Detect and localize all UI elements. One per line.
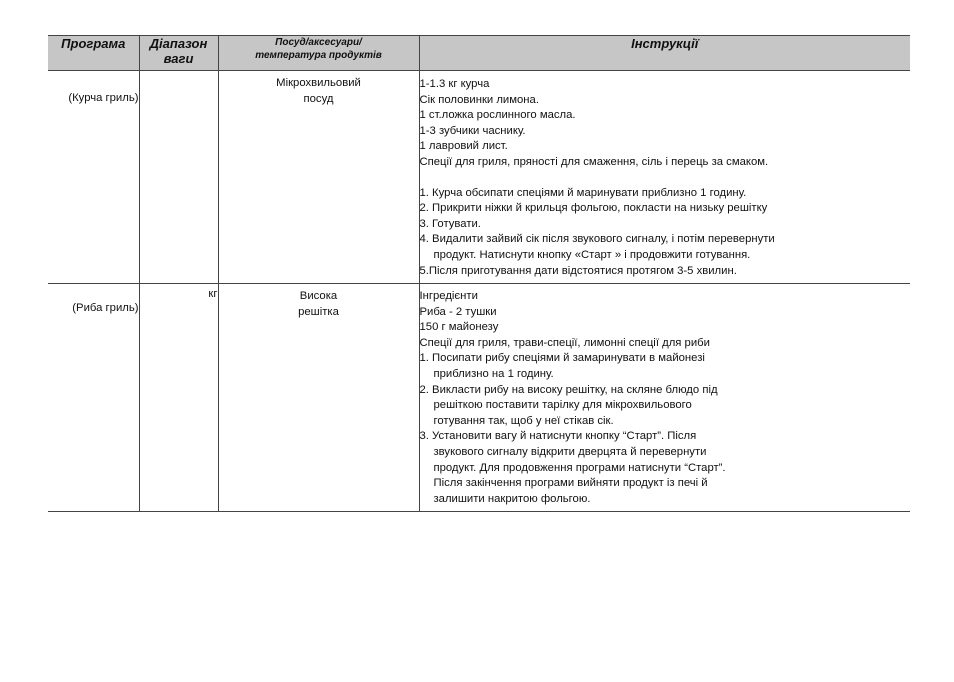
instruction-line: 1. Курча обсипати спеціями й маринувати приблизно 1 годину. — [419, 186, 747, 199]
instruction-line: Інгредієнти — [419, 290, 478, 302]
weight-cell — [139, 284, 218, 512]
instruction-line: 3. Готувати. — [419, 217, 481, 230]
header-dish-line2: температура продуктів — [255, 50, 382, 61]
instruction-line: 2. Викласти рибу на високу решітку, на скляне блюдо під — [419, 383, 718, 396]
table-row-fish-grill — [48, 284, 910, 512]
program-cell — [48, 284, 139, 512]
table-header — [48, 36, 910, 71]
instruction-line: 1. Посипати рибу спеціями й замаринувати в майонезі — [419, 352, 705, 365]
instruction-line: 3. Установити вагу й натиснути кнопку “Старт”. Після — [419, 430, 697, 443]
table-row-chicken-grill — [48, 71, 910, 284]
program-label: (Курча гриль) — [68, 92, 139, 104]
header-dish-line1: Посуд/аксесуари/ — [275, 37, 362, 48]
dish-line1: Мікрохвильовий — [276, 77, 361, 89]
instruction-line: Після закінчення програми вийняти продукт із печі й — [433, 477, 708, 490]
instruction-line: Спеції для гриля, трави-спеції, лимонні спеції для риби — [419, 336, 710, 349]
instruction-line: 1-1.3 кг курча — [419, 78, 490, 90]
instruction-line: Сік половинки лимона. — [419, 93, 539, 106]
instruction-line: 4. Видалити зайвий сік після звукового сигналу, і потім перевернути — [419, 233, 775, 246]
instruction-line: готування так, щоб у неї стікав сік. — [433, 414, 614, 427]
instruction-line: Риба - 2 тушки — [419, 305, 497, 318]
instruction-line: 1 ст.ложка рослинного масла. — [419, 109, 576, 122]
instruction-line: продукт. Натиснути кнопку «Старт » і продовжити готування. — [433, 248, 751, 261]
instruction-line: залишити накритою фольгою. — [433, 492, 591, 505]
instruction-line: приблизно на 1 годину. — [433, 367, 554, 380]
weight-label — [140, 71, 218, 91]
cooking-program-table — [48, 35, 910, 512]
instruction-line: продукт. Для продовження програми натиснути “Старт”. — [433, 461, 726, 474]
program-cell — [48, 71, 139, 284]
header-dish — [218, 36, 419, 71]
instruction-line: решіткою поставити тарілку для мікрохвильового — [433, 399, 692, 412]
instructions-cell — [419, 71, 910, 284]
dish-line1: Висока — [299, 290, 338, 302]
header-weight-range-line2: ваги — [163, 51, 194, 66]
header-row — [48, 36, 910, 71]
instruction-line: Спеції для гриля, пряності для смаження, сіль і перець за смаком. — [419, 155, 769, 168]
dish-line2: посуд — [303, 92, 334, 105]
instructions-cell — [419, 284, 910, 512]
dish-cell — [218, 284, 419, 512]
program-label: (Риба гриль) — [72, 302, 139, 314]
instruction-line: 1-3 зубчики часнику. — [419, 124, 526, 137]
header-program: Програма — [48, 36, 139, 71]
dish-cell — [218, 71, 419, 284]
weight-cell — [139, 71, 218, 284]
header-instructions: Інструкції — [419, 36, 910, 71]
dish-line2: решітка — [298, 305, 339, 318]
instruction-line: 1 лавровий лист. — [419, 140, 508, 153]
instruction-line: 5.Після приготування дати відстоятися протягом 3-5 хвилин. — [419, 264, 737, 277]
instruction-line: 2. Прикрити ніжки й крильця фольгою, покласти на низьку решітку — [419, 202, 768, 215]
header-weight-range-line1: Діапазон — [149, 36, 208, 51]
header-weight-range — [139, 36, 218, 71]
instruction-line: 150 г майонезу — [419, 321, 499, 334]
instruction-line: звукового сигналу відкрити дверцята й перевернути — [433, 445, 707, 458]
weight-label: кг — [208, 288, 218, 300]
